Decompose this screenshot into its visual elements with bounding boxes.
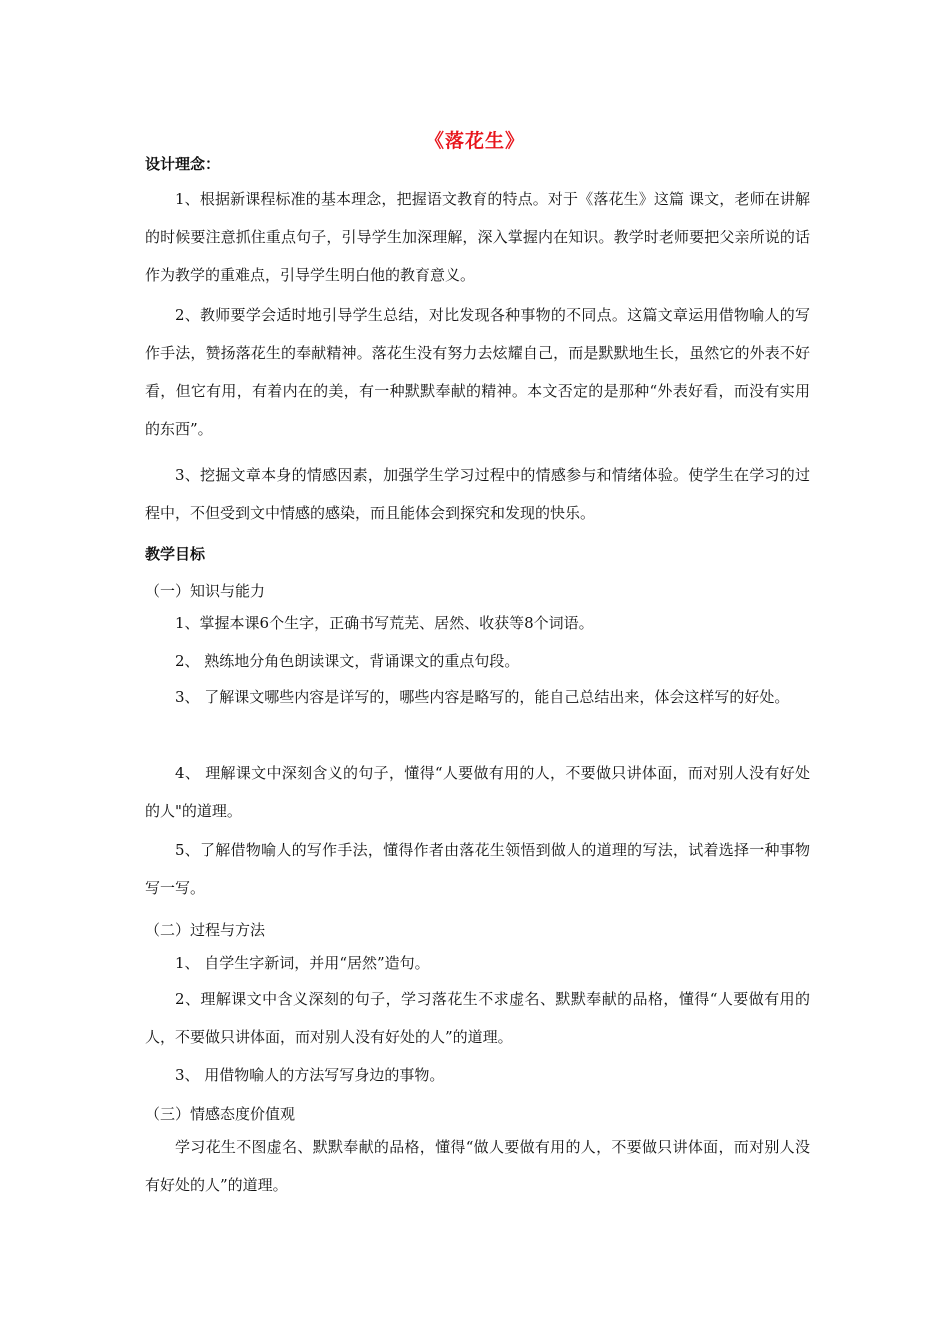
process-item-3: 3、 用借物喻人的方法写写身边的事物。 [175, 1066, 445, 1084]
goals-heading: 教学目标 [145, 545, 206, 563]
knowledge-item-5: 5、了解借物喻人的写作手法，懂得作者由落花生领悟到做人的道理的写法，试着选择一种事物写一写。 [145, 841, 810, 897]
process-item-1: 1、 自学生字新词，并用“居然”造句。 [175, 954, 430, 972]
section-attitude-title: （三）情感态度价值观 [145, 1105, 296, 1123]
design-heading: 设计理念： [145, 155, 221, 173]
document-title: 《落花生》 [424, 130, 525, 152]
knowledge-item-4: 4、 理解课文中深刻含义的句子，懂得“人要做有用的人，不要做只讲体面，而对别人没有好处的人"的道理。 [145, 764, 810, 820]
design-paragraph-1: 1、根据新课程标准的基本理念，把握语文教育的特点。对于《落花生》这篇 课文，老师在讲解的时候要注意抓住重点句子，引导学生加深理解，深入掌握内在知识。教学时老师要把父亲所说的话作为教学的重难点，引导学生明白他的教育意义。 [145, 190, 810, 284]
knowledge-item-3: 3、 了解课文哪些内容是详写的，哪些内容是略写的，能自己总结出来，体会这样写的好处。 [175, 688, 790, 706]
attitude-item-1: 学习花生不图虚名、默默奉献的品格，懂得“做人要做有用的人，不要做只讲体面，而对别人没有好处的人”的道理。 [145, 1138, 810, 1194]
design-paragraph-2: 2、教师要学会适时地引导学生总结，对比发现各种事物的不同点。这篇文章运用借物喻人的写作手法，赞扬落花生的奉献精神。落花生没有努力去炫耀自己，而是默默地生长，虽然它的外表不好看，但它有用，有着内在的美，有一种默默奉献的精神。本文否定的是那种“外表好看，而没有实用的东西”。 [145, 306, 810, 438]
knowledge-item-1: 1、掌握本课6个生字，正确书写荒芜、居然、收获等8个词语。 [175, 614, 594, 632]
knowledge-item-2: 2、 熟练地分角色朗读课文，背诵课文的重点句段。 [175, 652, 520, 670]
section-knowledge-title: （一）知识与能力 [145, 582, 266, 600]
design-paragraph-3: 3、挖掘文章本身的情感因素，加强学生学习过程中的情感参与和情绪体验。使学生在学习的过程中，不但受到文中情感的感染，而且能体会到探究和发现的快乐。 [145, 466, 810, 522]
process-item-2: 2、理解课文中含义深刻的句子，学习落花生不求虚名、默默奉献的品格，懂得“人要做有用的人，不要做只讲体面，而对别人没有好处的人”的道理。 [145, 990, 810, 1046]
section-process-title: （二）过程与方法 [145, 921, 266, 939]
